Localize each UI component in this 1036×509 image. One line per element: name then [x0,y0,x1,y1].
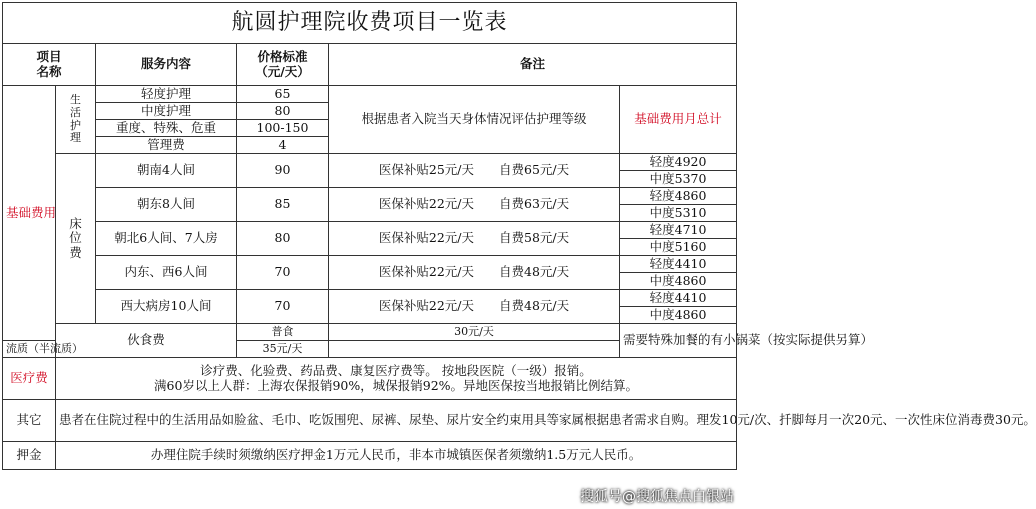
monthly-moderate: 中度5370 [620,171,737,188]
bed-remark: 医保补贴25元/天 自费65元/天 [329,154,620,188]
price-cell: 4 [237,137,329,154]
bed-remark: 医保补贴22元/天 自费58元/天 [329,222,620,256]
service-cell: 流质（半流质） [3,341,56,358]
monthly-mild: 轻度4920 [620,154,737,171]
medical-fee-label: 医疗费 [3,358,56,400]
bed-remark: 医保补贴22元/天 自费63元/天 [329,188,620,222]
other-row [3,400,737,442]
table-row [3,324,737,341]
monthly-mild: 轻度4410 [620,256,737,273]
service-cell: 普食 [237,324,329,341]
price-cell: 70 [237,256,329,290]
deposit-label: 押金 [3,442,56,470]
title-row [3,3,737,44]
table-row [3,256,737,273]
monthly-mild: 轻度4410 [620,290,737,307]
header-service: 服务内容 [96,44,237,86]
header-item-name: 项目 名称 [3,44,96,86]
bed-fee-label: 床 位 费 [56,154,96,324]
header-row [3,44,737,86]
price-cell: 85 [237,188,329,222]
monthly-moderate: 中度4860 [620,307,737,324]
page-title: 航圆护理院收费项目一览表 [3,3,737,44]
table-row [3,188,737,205]
medical-fee-text: 诊疗费、化验费、药品费、康复医疗费等。 按地段医院（一级）报销。 满60岁以上人群：上海农保报销90%，城保报销92%。异地医保按当地报销比例结算。 [56,358,737,400]
price-cell: 30元/天 [329,324,620,341]
table-row [3,222,737,239]
meal-fee-label: 伙食费 [56,324,237,358]
monthly-moderate: 中度5310 [620,205,737,222]
monthly-moderate: 中度4860 [620,273,737,290]
fee-table [2,2,1036,470]
bed-remark: 医保补贴22元/天 自费48元/天 [329,290,620,324]
price-cell: 70 [237,290,329,324]
life-care-label: 生 活 护 理 [56,86,96,154]
service-cell: 朝南4人间 [96,154,237,188]
basic-fee-label: 基础费用 [3,86,56,341]
price-cell: 65 [237,86,329,103]
monthly-mild: 轻度4860 [620,188,737,205]
life-care-remark: 根据患者入院当天身体情况评估护理等级 [329,86,620,154]
price-cell: 80 [237,103,329,120]
watermark: 搜狐号@搜狐焦点白银站 [580,489,734,505]
monthly-mild: 轻度4710 [620,222,737,239]
price-cell: 80 [237,222,329,256]
fee-table-container [2,2,1036,470]
service-cell: 重度、特殊、危重 [96,120,237,137]
service-cell: 管理费 [96,137,237,154]
other-fee-text: 患者在住院过程中的生活用品如脸盆、毛巾、吃饭围兜、尿裤、尿垫、尿片安全约束用具等家属根据患者需求自购。理发10元/次、扦脚每月一次20元、一次性床位消毒费30元。 [56,400,737,442]
deposit-row [3,442,737,470]
table-row [3,86,737,103]
table-row [3,154,737,171]
header-remarks: 备注 [329,44,737,86]
bed-remark: 医保补贴22元/天 自费48元/天 [329,256,620,290]
header-price: 价格标准 （元/天） [237,44,329,86]
meal-remark: 需要特殊加餐的有小锅菜（按实际提供另算） [620,324,737,358]
service-cell: 西大病房10人间 [96,290,237,324]
price-cell: 100-150 [237,120,329,137]
deposit-text: 办理住院手续时须缴纳医疗押金1万元人民币，非本市城镇医保者须缴纳1.5万元人民币。 [56,442,737,470]
table-row [3,290,737,307]
medical-row [3,358,737,400]
service-cell: 内东、西6人间 [96,256,237,290]
service-cell: 朝东8人间 [96,188,237,222]
monthly-moderate: 中度5160 [620,239,737,256]
price-cell: 35元/天 [237,341,329,358]
monthly-total-label: 基础费用月总计 [620,86,737,154]
service-cell: 中度护理 [96,103,237,120]
service-cell: 轻度护理 [96,86,237,103]
price-cell: 90 [237,154,329,188]
service-cell: 朝北6人间、7人房 [96,222,237,256]
other-fee-label: 其它 [3,400,56,442]
